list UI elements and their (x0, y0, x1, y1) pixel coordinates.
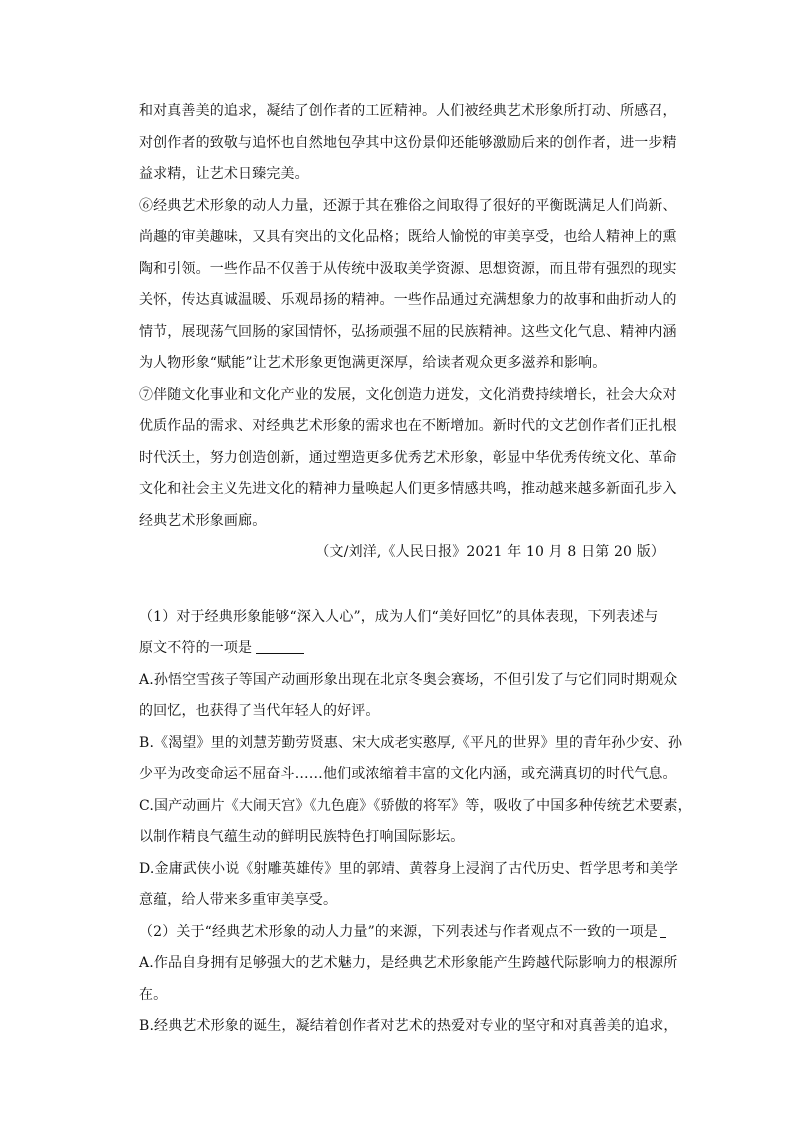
paragraph-7 (139, 380, 675, 538)
text-line: 优质作品的需求、对经典艺术形象的需求也在不断增加。新时代的文艺创作者们正扎根 (139, 418, 677, 434)
option-text: 以制作精良气蕴生动的鲜明民族特色打响国际影坛。 (139, 829, 465, 845)
option-a (139, 665, 678, 728)
option-text: 的回忆，也获得了当代年轻人的好评。 (139, 703, 380, 719)
text-line: 关怀，传达真诚温暖、乐观昂扬的精神。一些作品通过充满想象力的故事和曲折动人的 (139, 292, 677, 308)
option-b (139, 728, 683, 791)
source-citation: （文/刘洋,《人民日报》2021 年 10 月 8 日第 20 版） (315, 544, 665, 560)
text-line: 和对真善美的追求，凝结了创作者的工匠精神。人们被经典艺术形象所打动、所感召， (139, 103, 677, 119)
text-line: 陶和引领。一些作品不仅善于从传统中汲取美学资源、思想资源，而且带有强烈的现实 (139, 260, 677, 277)
option-c (139, 791, 692, 854)
text-line: 时代沃土，努力创造创新，通过塑造更多优秀艺术形象，彰显中华优秀传统文化、革命 (139, 449, 677, 466)
option-text: B.《渴望》里的刘慧芳勤劳贤惠、宋大成老实憨厚,《平凡的世界》里的青年孙少安、孙 (139, 734, 683, 751)
answer-blank[interactable] (256, 639, 304, 654)
question-stem-end (139, 633, 675, 665)
text-line: ⑦伴随文化事业和文化产业的发展，文化创造力迸发，文化消费持续增长，社会大众对 (139, 386, 677, 403)
option-text: A.作品自身拥有足够强大的艺术魅力，是经典艺术形象能产生跨越代际影响力的根源所 (139, 955, 678, 971)
question-stem: （2）关于“经典艺术形象的动人力量”的来源，下列表述与作者观点不一致的一项是 (139, 923, 658, 940)
document-content (139, 96, 692, 1043)
text-line: 为人物形象“赋能”让艺术形象更饱满更深厚，给读者观众更多滋养和影响。 (139, 355, 607, 371)
text-line: 益求精，让艺术日臻完美。 (139, 166, 309, 182)
text-line: 经典艺术形象画廊。 (139, 512, 267, 529)
question-2 (139, 917, 678, 1043)
option-text: D.金庸武侠小说《射雕英雄传》里的郭靖、黄蓉身上浸润了古代历史、哲学思考和美学 (139, 860, 679, 877)
text-line: 文化和社会主义先进文化的精神力量唤起人们更多情感共鸣，推动越来越多新面孔步入 (139, 481, 677, 497)
question-stem: （1）对于经典形象能够“深入人心”，成为人们“美好回忆”的具体表现，下列表述与 (139, 608, 659, 625)
option-b (139, 1011, 678, 1043)
option-text: 意蕴，给人带来多重审美享受。 (139, 892, 338, 908)
paragraph-5-continued (139, 96, 675, 191)
text-line: ⑥经典艺术形象的动人力量，还源于其在雅俗之间取得了很好的平衡既满足人们尚新、 (139, 197, 677, 214)
option-text: C.国产动画片《大闹天宫》《九色鹿》《骄傲的将军》等，吸收了中国多种传统艺术要素， (139, 797, 692, 814)
option-text: A.孙悟空雪孩子等国产动画形象出现在北京冬奥会赛场，不但引发了与它们同时期观众 (139, 671, 678, 688)
paragraph-6 (139, 191, 675, 380)
question-stem-line (139, 917, 675, 949)
option-text: 在。 (139, 986, 168, 1003)
text-line: 对创作者的致敬与追怀也自然地包孕其中这份景仰还能够激励后来的创作者，进一步精 (139, 134, 677, 151)
option-a (139, 948, 678, 1011)
question-stem: 原文不符的一项是 (139, 640, 253, 656)
section-spacer (139, 569, 675, 602)
option-text: 少平为改变命运不屈奋斗……他们或浓缩着丰富的文化内涵，或充满真切的时代气息。 (139, 766, 677, 782)
answer-blank[interactable] (660, 923, 666, 938)
text-line: 尚趣的审美趣味，又具有突出的文化品格；既给人愉悦的审美享受，也给人精神上的熏 (139, 229, 677, 245)
option-d (139, 854, 679, 917)
option-text: B.经典艺术形象的诞生，凝结着创作者对艺术的热爱对专业的坚守和对真善美的追求， (139, 1018, 678, 1034)
question-1 (139, 602, 692, 917)
text-line: 情节，展现荡气回肠的家国情怀，弘扬顽强不屈的民族精神。这些文化气息、精神内涵 (139, 323, 677, 340)
